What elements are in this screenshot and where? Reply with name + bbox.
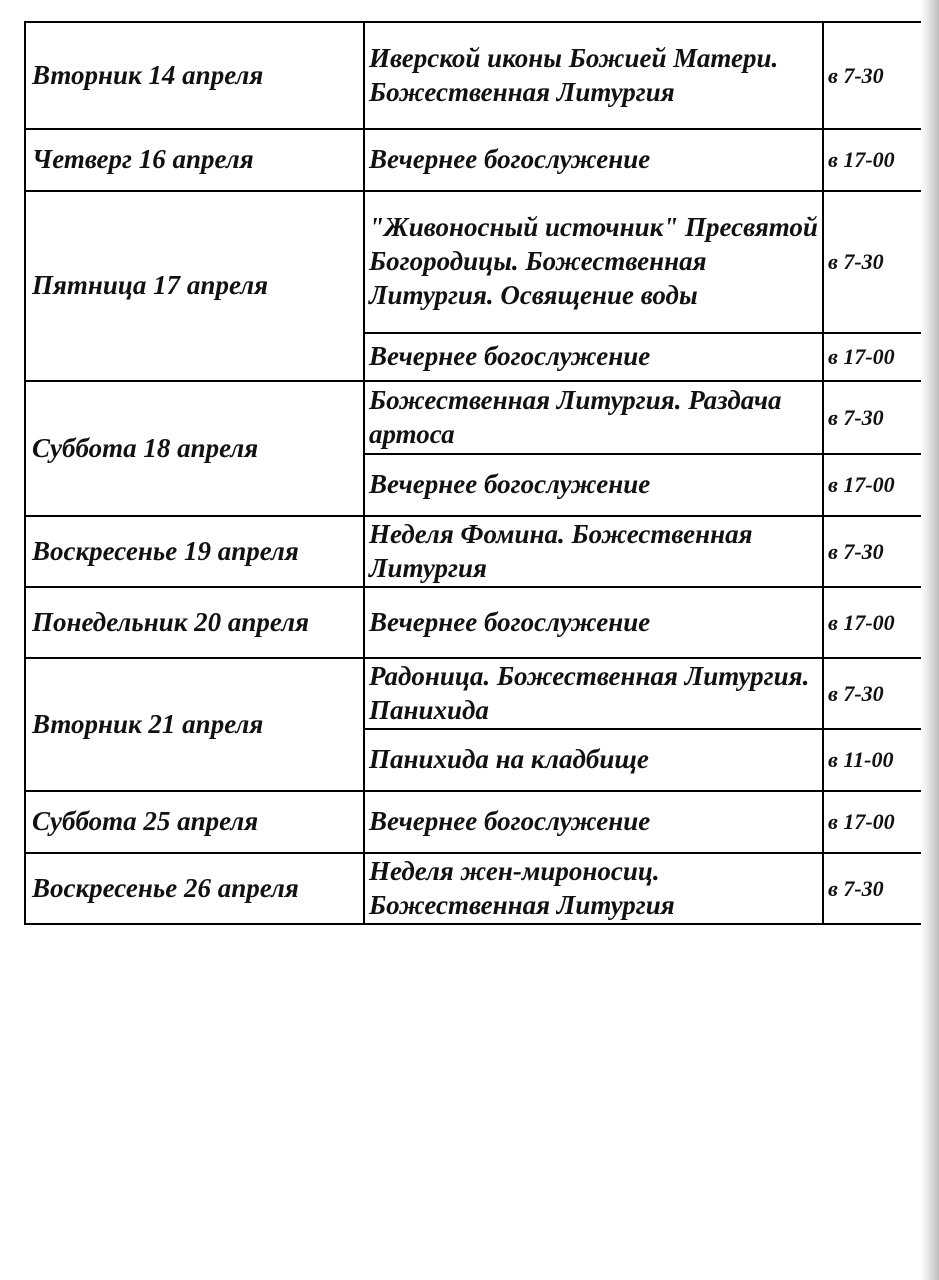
table-row — [25, 587, 923, 658]
service-schedule-table — [24, 21, 924, 925]
day-cell: Вторник 14 апреля — [25, 22, 364, 129]
service-cell: Вечернее богослужение — [364, 587, 823, 658]
day-cell: Суббота 18 апреля — [25, 381, 364, 516]
page-edge-shadow — [921, 0, 939, 1280]
service-cell: Вечернее богослужение — [364, 333, 823, 381]
day-cell: Четверг 16 апреля — [25, 129, 364, 191]
service-cell: Панихида на кладбище — [364, 729, 823, 791]
service-cell: Божественная Литургия. Раздача артоса — [364, 381, 823, 454]
time-cell: в 11-00 — [823, 729, 923, 791]
time-cell: в 17-00 — [823, 791, 923, 853]
table-row — [25, 853, 923, 924]
service-cell: Неделя жен-мироносиц. Божественная Литургия — [364, 853, 823, 924]
time-cell: в 17-00 — [823, 587, 923, 658]
service-cell: Вечернее богослужение — [364, 791, 823, 853]
time-cell: в 7-30 — [823, 191, 923, 333]
table-row — [25, 129, 923, 191]
service-cell: Вечернее богослужение — [364, 129, 823, 191]
service-cell: Неделя Фомина. Божественная Литургия — [364, 516, 823, 587]
table-row — [25, 791, 923, 853]
service-cell: "Живоносный источник" Пресвятой Богородицы. Божественная Литургия. Освящение воды — [364, 191, 823, 333]
time-cell: в 7-30 — [823, 381, 923, 454]
table-row — [25, 22, 923, 129]
time-cell: в 7-30 — [823, 853, 923, 924]
day-cell: Вторник 21 апреля — [25, 658, 364, 791]
service-cell: Вечернее богослужение — [364, 454, 823, 516]
time-cell: в 17-00 — [823, 454, 923, 516]
day-cell: Пятница 17 апреля — [25, 191, 364, 381]
time-cell: в 7-30 — [823, 658, 923, 729]
day-cell: Суббота 25 апреля — [25, 791, 364, 853]
day-cell: Воскресенье 26 апреля — [25, 853, 364, 924]
time-cell: в 17-00 — [823, 333, 923, 381]
day-cell: Воскресенье 19 апреля — [25, 516, 364, 587]
table-row — [25, 381, 923, 454]
service-cell: Радоница. Божественная Литургия. Панихида — [364, 658, 823, 729]
table-row — [25, 516, 923, 587]
table-row — [25, 658, 923, 729]
service-cell: Иверской иконы Божией Матери. Божественная Литургия — [364, 22, 823, 129]
table-row — [25, 191, 923, 333]
day-cell: Понедельник 20 апреля — [25, 587, 364, 658]
time-cell: в 17-00 — [823, 129, 923, 191]
time-cell: в 7-30 — [823, 22, 923, 129]
time-cell: в 7-30 — [823, 516, 923, 587]
